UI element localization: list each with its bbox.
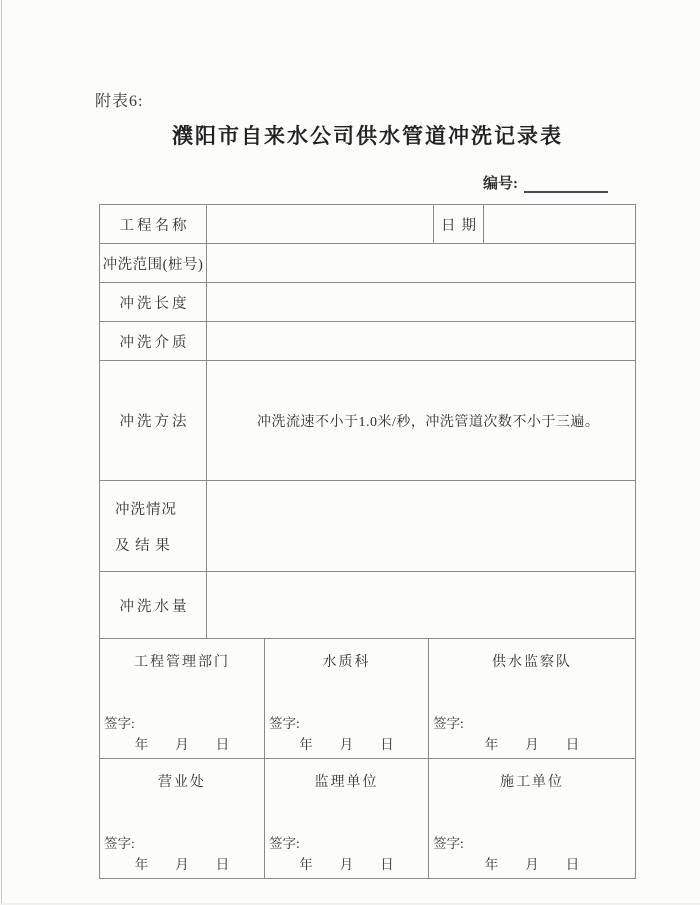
- medium-label: 冲洗介质: [100, 322, 207, 361]
- row-volume: [100, 572, 635, 639]
- length-value: [207, 283, 635, 322]
- result-label-line1: 冲洗情况: [115, 501, 177, 518]
- result-label-line2: 及 结 果: [115, 537, 171, 554]
- dept-name: 供水监察队: [492, 655, 572, 670]
- length-label: 冲洗长度: [100, 283, 207, 322]
- sign-date-line: 年 月 日: [134, 857, 230, 872]
- result-value: [207, 481, 635, 572]
- row-signatures-2: [100, 759, 635, 878]
- dept-name: 水质科: [322, 655, 371, 670]
- row-result: [100, 481, 635, 572]
- row-signatures-1: [100, 639, 635, 759]
- sign-date-line: 年 月 日: [134, 737, 230, 752]
- serial-blank-line: [524, 175, 608, 193]
- medium-value: [207, 322, 635, 361]
- sign-label: 签字:: [104, 716, 135, 731]
- sign-label: 签字:: [269, 716, 300, 731]
- signature-cell-supervising-unit: [265, 759, 429, 878]
- volume-label: 冲洗水量: [100, 572, 207, 639]
- date-value: [484, 205, 635, 244]
- signature-cell-business-office: [100, 759, 265, 878]
- sign-date-line: 年 月 日: [299, 857, 394, 872]
- signature-cell-construction-unit: [429, 759, 635, 878]
- sign-label: 签字:: [269, 836, 300, 851]
- sign-label: 签字:: [433, 716, 464, 731]
- scope-label: 冲洗范围(桩号): [100, 244, 207, 283]
- signature-cell-engineering-dept: [100, 639, 265, 759]
- date-label: 日期: [434, 205, 484, 244]
- form-title: 濮阳市自来水公司供水管道冲洗记录表: [172, 124, 563, 148]
- method-label: 冲洗方法: [100, 361, 207, 481]
- scan-edge-artifact: [1, 0, 2, 905]
- signature-cell-water-quality: [265, 639, 429, 759]
- sign-label: 签字:: [104, 836, 135, 851]
- project-name-label: 工程名称: [100, 205, 207, 244]
- row-method: [100, 361, 635, 481]
- dept-name: 监理单位: [314, 775, 379, 790]
- dept-name: 施工单位: [500, 775, 564, 790]
- dept-name: 营业处: [158, 775, 206, 790]
- sign-date-line: 年 月 日: [484, 737, 580, 752]
- row-scope: [100, 244, 635, 283]
- sign-date-line: 年 月 日: [299, 737, 394, 752]
- flushing-record-table: [99, 204, 636, 879]
- sign-label: 签字:: [433, 836, 464, 851]
- serial-number-field: [483, 172, 608, 193]
- result-label: [100, 481, 207, 572]
- method-value: 冲洗流速不小于1.0米/秒，冲洗管道次数不小于三遍。: [207, 361, 635, 481]
- dept-name: 工程管理部门: [134, 655, 230, 670]
- serial-label: 编号:: [483, 176, 518, 192]
- project-name-value: [207, 205, 434, 244]
- scope-value: [207, 244, 635, 283]
- row-project: [100, 205, 635, 244]
- signature-cell-supervision-team: [429, 639, 635, 759]
- attachment-note: 附表6:: [95, 93, 144, 110]
- volume-value: [207, 572, 635, 639]
- row-length: [100, 283, 635, 322]
- row-medium: [100, 322, 635, 361]
- sign-date-line: 年 月 日: [484, 857, 580, 872]
